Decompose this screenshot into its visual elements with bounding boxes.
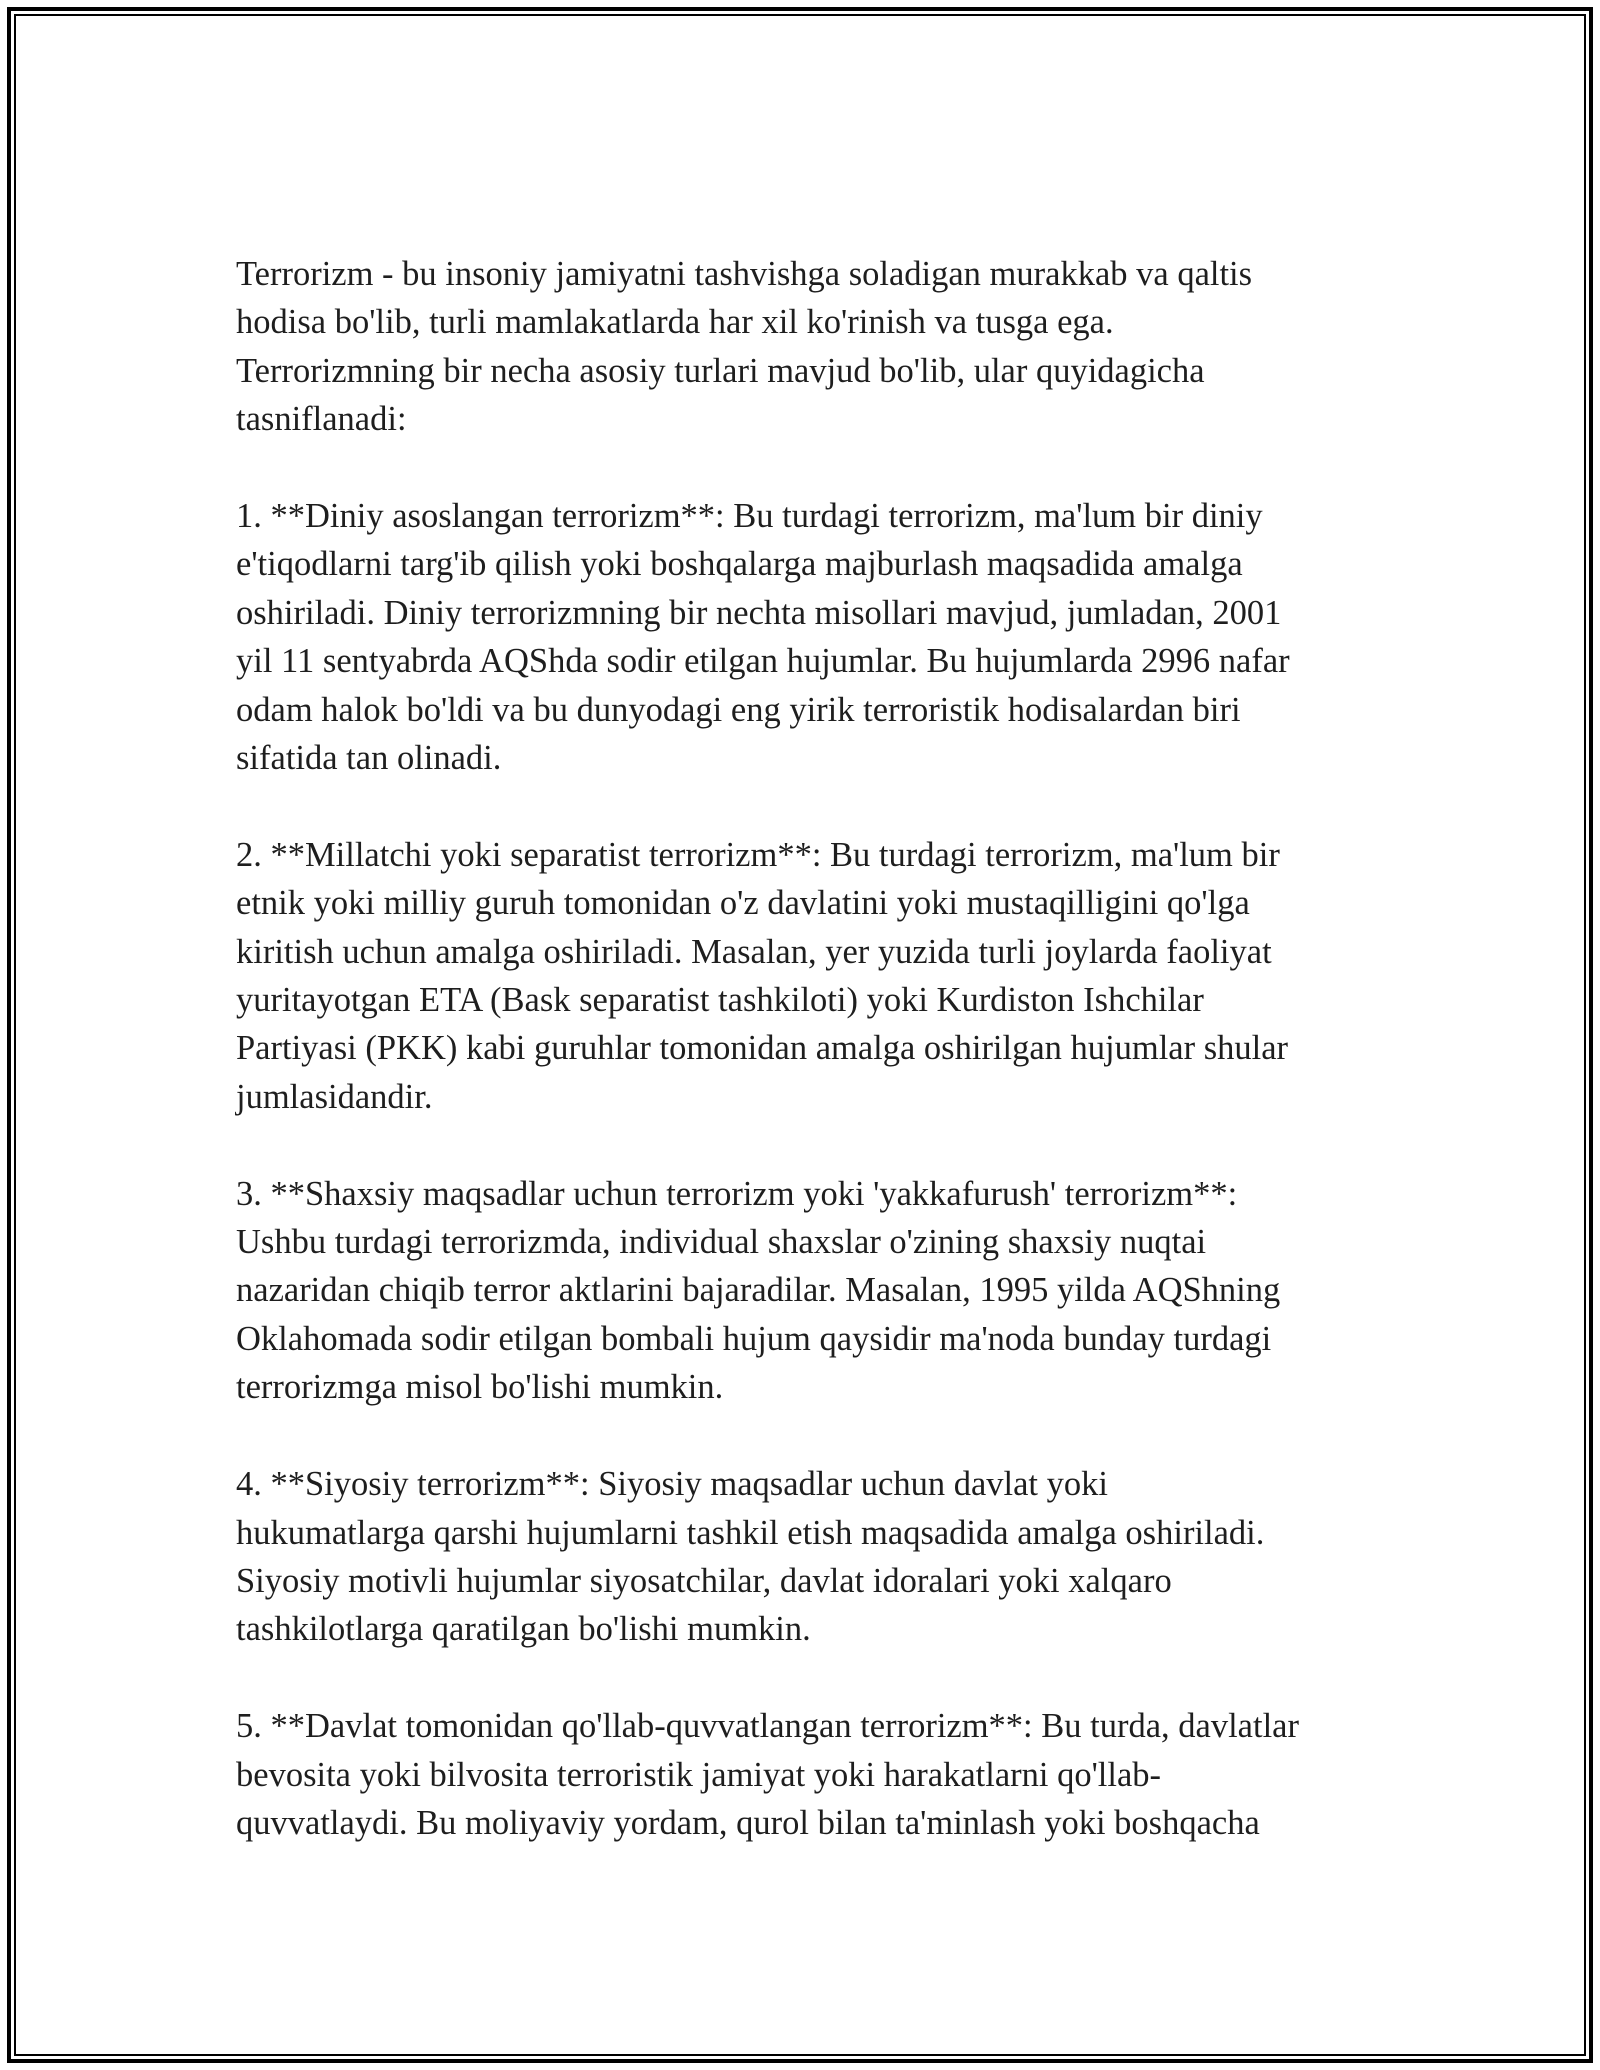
text-line: quvvatlaydi. Bu moliyaviy yordam, qurol bilan ta'minlash yoki boshqacha [236,1803,1260,1842]
text-line: hodisa bo'lib, turli mamlakatlarda har xil ko'rinish va tusga ega. [236,303,1114,342]
text-line: Ushbu turdagi terrorizmda, individual shaxslar o'zining shaxsiy nuqtai [236,1223,1207,1262]
paragraph-item-5 [236,1702,1376,1847]
document-body [236,250,1376,1896]
text-line: Oklahomada sodir etilgan bombali hujum qaysidir ma'noda bunday turdagi [236,1319,1272,1358]
text-line: Siyosiy motivli hujumlar siyosatchilar, davlat idoralari yoki xalqaro [236,1561,1172,1600]
text-line: e'tiqodlarni targ'ib qilish yoki boshqalarga majburlash maqsadida amalga [236,545,1243,584]
text-line: Partiyasi (PKK) kabi guruhlar tomonidan amalga oshirilgan hujumlar shular [236,1029,1289,1068]
text-line: yil 11 sentyabrda AQShda sodir etilgan hujumlar. Bu hujumlarda 2996 nafar [236,642,1290,681]
text-line: 4. **Siyosiy terrorizm**: Siyosiy maqsadlar uchun davlat yoki [236,1465,1108,1504]
text-line: 5. **Davlat tomonidan qo'llab-quvvatlangan terrorizm**: Bu turda, davlatlar [236,1707,1299,1746]
text-line: oshiriladi. Diniy terrorizmning bir nechta misollari mavjud, jumladan, 2001 [236,593,1282,632]
text-line: odam halok bo'ldi va bu dunyodagi eng yirik terroristik hodisalardan biri [236,690,1241,729]
text-line: 2. **Millatchi yoki separatist terrorizm**: Bu turdagi terrorizm, ma'lum bir [236,835,1280,874]
text-line: etnik yoki milliy guruh tomonidan o'z davlatini yoki mustaqilligini qo'lga [236,884,1250,923]
text-line: yuritayotgan ETA (Bask separatist tashkiloti) yoki Kurdiston Ishchilar [236,981,1204,1020]
text-line: nazaridan chiqib terror aktlarini bajaradilar. Masalan, 1995 yilda AQShning [236,1271,1281,1310]
paragraph-item-4 [236,1460,1376,1654]
paragraph-intro [236,250,1376,444]
text-line: Terrorizmning bir necha asosiy turlari mavjud bo'lib, ular quyidagicha [236,351,1205,390]
text-line: terrorizmga misol bo'lishi mumkin. [236,1368,724,1407]
text-line: 1. **Diniy asoslangan terrorizm**: Bu turdagi terrorizm, ma'lum bir diniy [236,497,1263,536]
text-line: jumlasidandir. [236,1077,433,1116]
text-line: Terrorizm - bu insoniy jamiyatni tashvishga soladigan murakkab va qaltis [236,255,1253,293]
paragraph-item-1 [236,492,1376,782]
paragraph-item-3 [236,1170,1376,1412]
paragraph-item-2 [236,831,1376,1121]
text-line: bevosita yoki bilvosita terroristik jamiyat yoki harakatlarni qo'llab- [236,1755,1162,1794]
text-line: tashkilotlarga qaratilgan bo'lishi mumkin. [236,1610,811,1649]
text-line: hukumatlarga qarshi hujumlarni tashkil etish maqsadida amalga oshiriladi. [236,1513,1265,1552]
text-line: tasniflanadi: [236,400,407,439]
text-line: 3. **Shaxsiy maqsadlar uchun terrorizm yoki 'yakkafurush' terrorizm**: [236,1174,1238,1213]
text-line: kiritish uchun amalga oshiriladi. Masalan, yer yuzida turli joylarda faoliyat [236,932,1272,971]
text-line: sifatida tan olinadi. [236,739,502,778]
